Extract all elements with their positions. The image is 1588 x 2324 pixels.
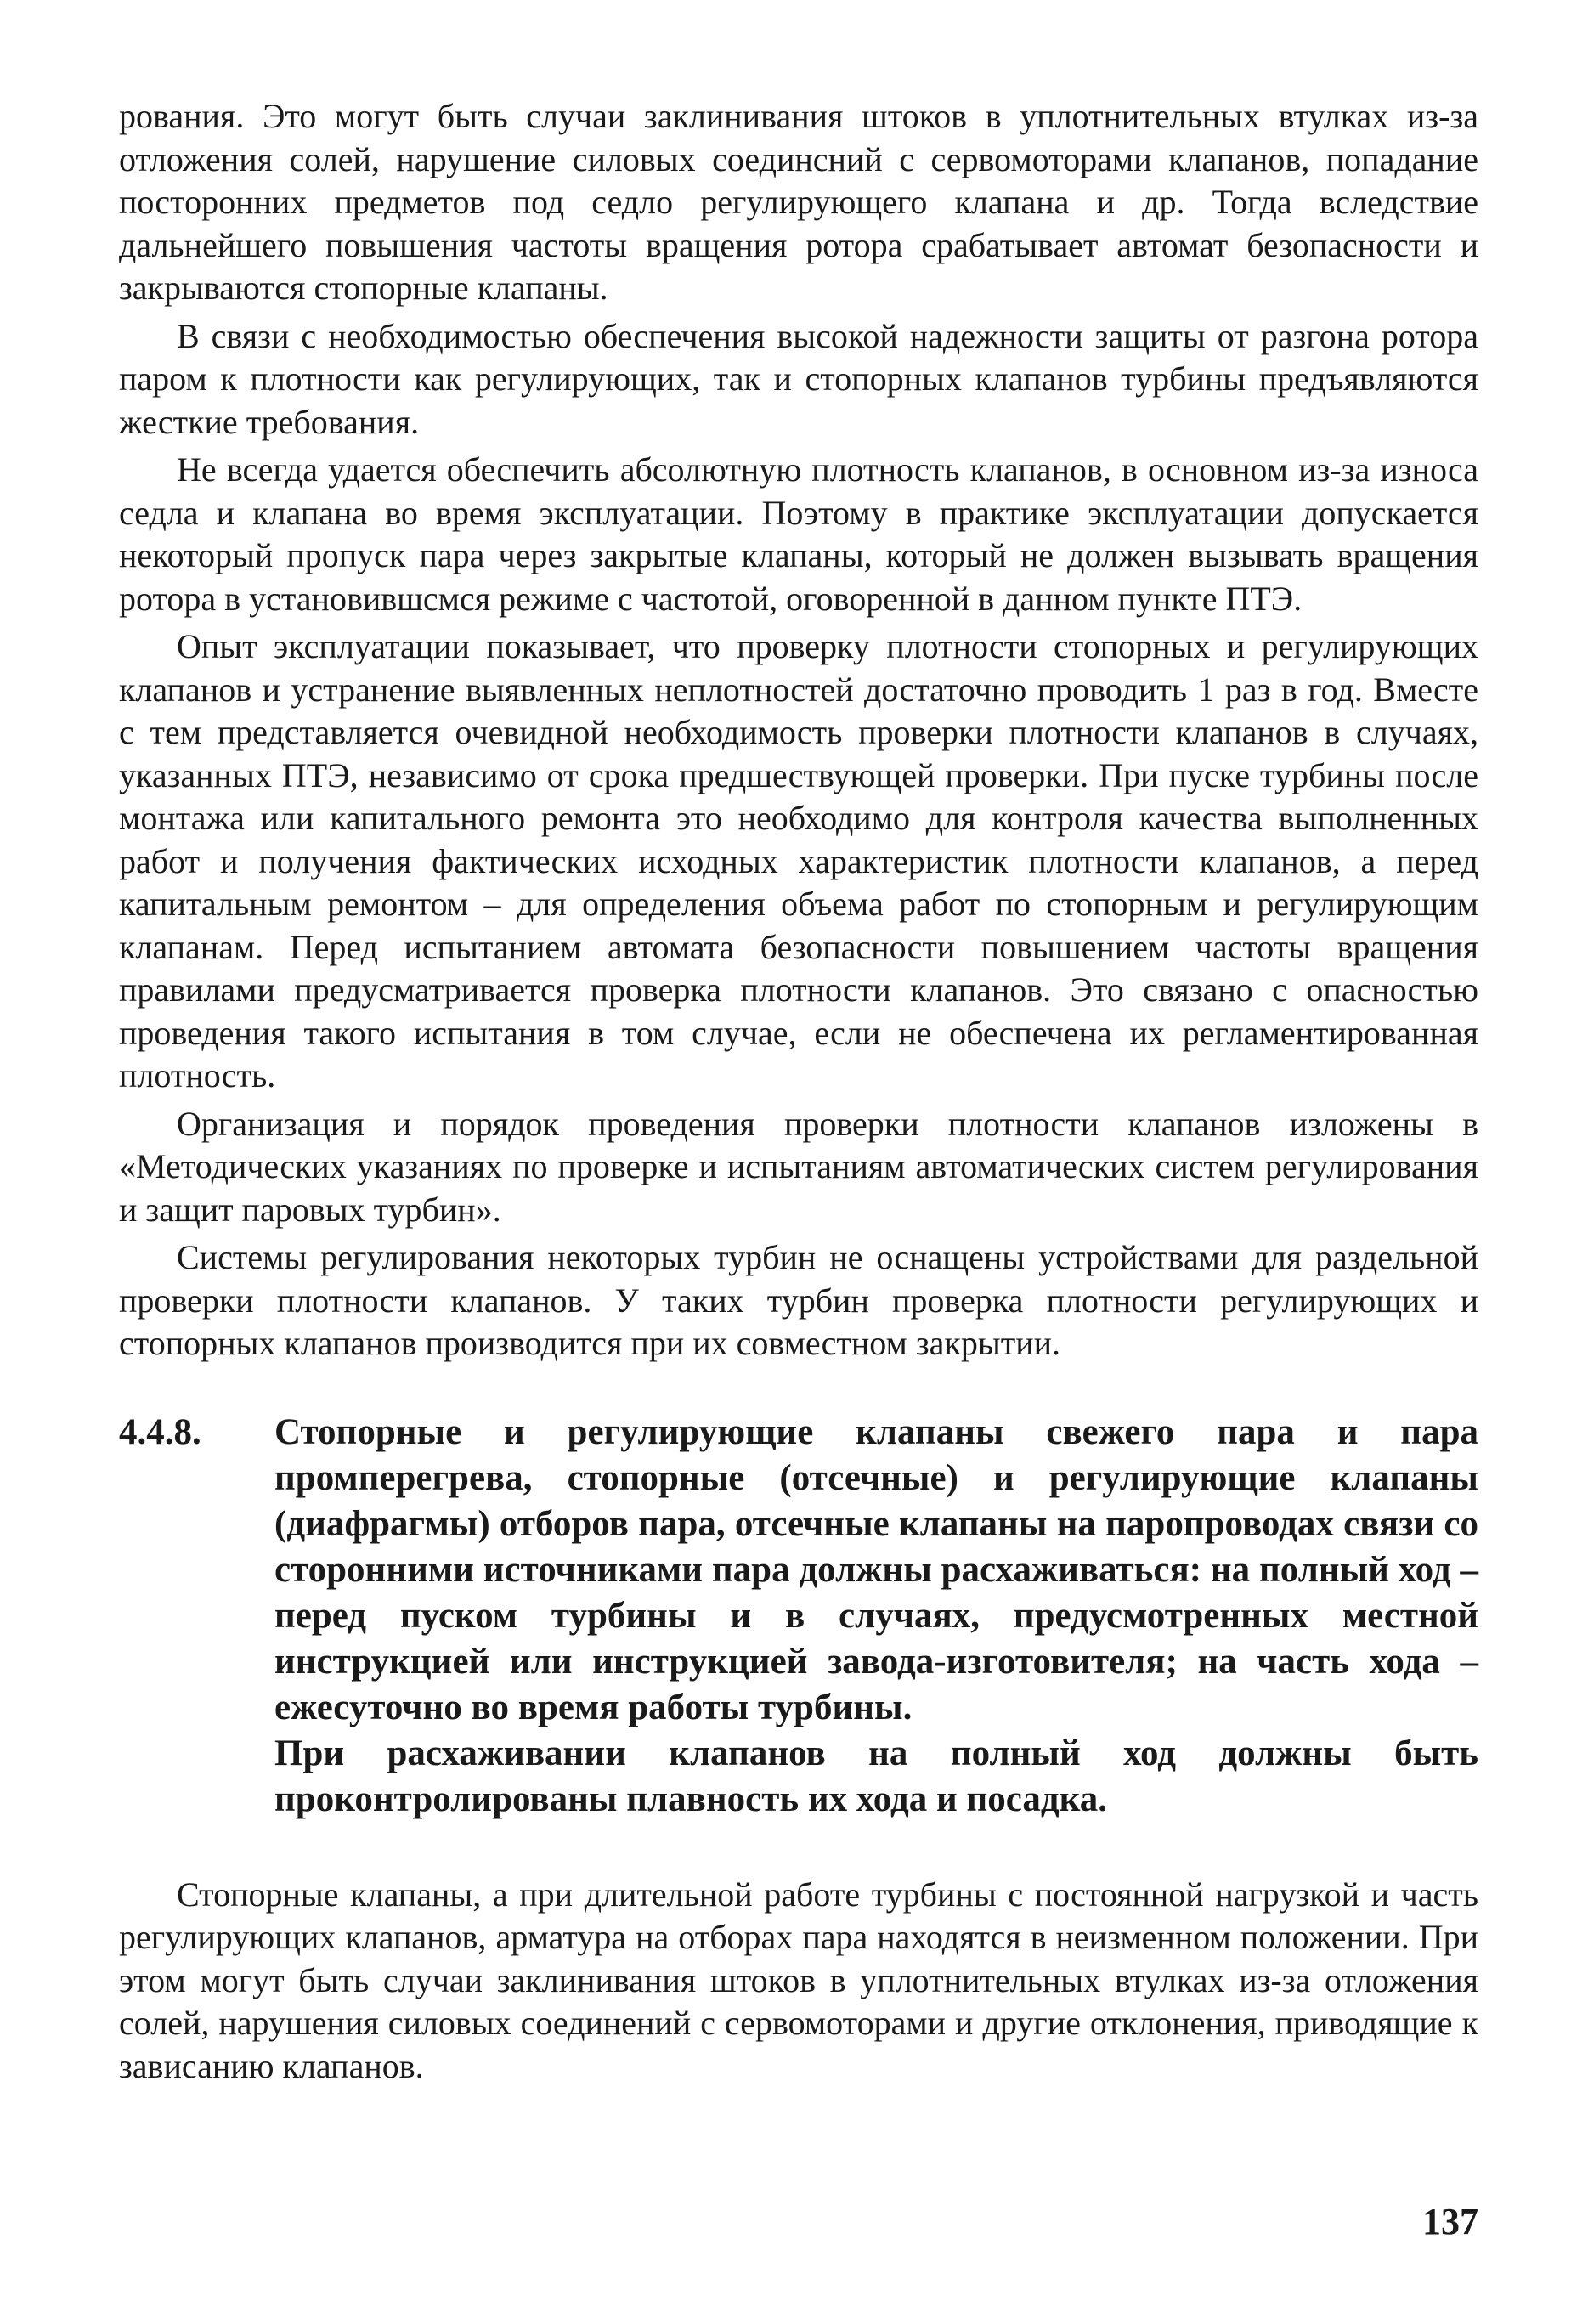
section-4-4-8 xyxy=(119,1410,1478,1823)
body-paragraph-1: рования. Это могут быть случаи заклинивания штоков в уплотнительных втулках из-за отложения солей, нарушение силовых соединсний с сервомоторами клапанов, попадание посторонних предметов под седло регулирующего клапана и др. Тогда вследствие дальнейшего повышения частоты вращения ротора срабатывает автомат безопасности и закрываются стопорные клапаны. xyxy=(119,97,1478,307)
body-paragraph-2: В связи с необходимостью обеспечения высокой надежности защиты от разгона ротора паром к плотности как регулирующих, так и стопорных клапанов турбины предъявляются жесткие требования. xyxy=(119,316,1478,441)
section-rule-paragraph-1: Стопорные и регулирующие клапаны свежего пара и пара промперегрева, стопорные (отсечные) и регулирующие клапаны (диафрагмы) отборов пара, отсечные клапаны на паропроводах связи со сторонними источниками пара должны расхаживаться: на полный ход – перед пуском турбины и в случаях, предусмотренных местной инструкцией или инструкцией завода-изготовителя; на часть хода – ежесуточно во время работы турбины. xyxy=(274,1411,1478,1727)
commentary-paragraph: Стопорные клапаны, а при длительной работе турбины с постоянной нагрузкой и часть регулирующих клапанов, арматура на отборах пара находятся в неизменном положении. При этом могут быть случаи заклинивания штоков в уплотнительных втулках из-за отложения солей, нарушения силовых соединений с сервомоторами и другие отклонения, приводящие к зависанию клапанов. xyxy=(119,1874,1478,2085)
document-page xyxy=(119,95,1478,2270)
body-paragraph-4: Опыт эксплуатации показывает, что проверку плотности стопорных и регулирующих клапанов и устранение выявленных неплотностей достаточно проводить 1 раз в год. Вместе с тем представляется очевидной необходимость проверки плотности клапанов в случаях, указанных ПТЭ, независимо от срока предшествующей проверки. При пуске турбины после монтажа или капитального ремонта это необходимо для контроля качества выполненных работ и получения фактических исходных характеристик плотности клапанов, а перед капитальным ремонтом – для определения объема работ по стопорным и регулирующим клапанам. Перед испытанием автомата безопасности повышением частоты вращения правилами предусматривается проверка плотности клапанов. Это связано с опасностью проведения такого испытания в том случае, если не обеспечена их регламентированная плотность. xyxy=(119,627,1478,1094)
body-paragraph-5: Организация и порядок проведения проверки плотности клапанов изложены в «Методических указаниях по проверке и испытаниям автоматических систем регулирования и защит паровых турбин». xyxy=(119,1104,1478,1229)
body-paragraph-6: Системы регулирования некоторых турбин не оснащены устройствами для раздельной проверки плотности клапанов. У таких турбин проверка плотности регулирующих и стопорных клапанов производится при их совместном закрытии. xyxy=(119,1238,1478,1362)
body-paragraph-3: Не всегда удается обеспечить абсолютную плотность клапанов, в основном из-за износа седла и клапана во время эксплуатации. Поэтому в практике эксплуатации допускается некоторый пропуск пара через закрытые клапаны, который не должен вызывать вращения ротора в установившсмся режиме с частотой, оговоренной в данном пункте ПТЭ. xyxy=(119,450,1478,618)
section-number: 4.4.8. xyxy=(119,1411,201,1452)
section-rule-paragraph-2: При расхаживании клапанов на полный ход должны быть проконтролированы плавность их хода и посадка. xyxy=(274,1733,1478,1819)
page-number: 137 xyxy=(1422,2201,1478,2242)
